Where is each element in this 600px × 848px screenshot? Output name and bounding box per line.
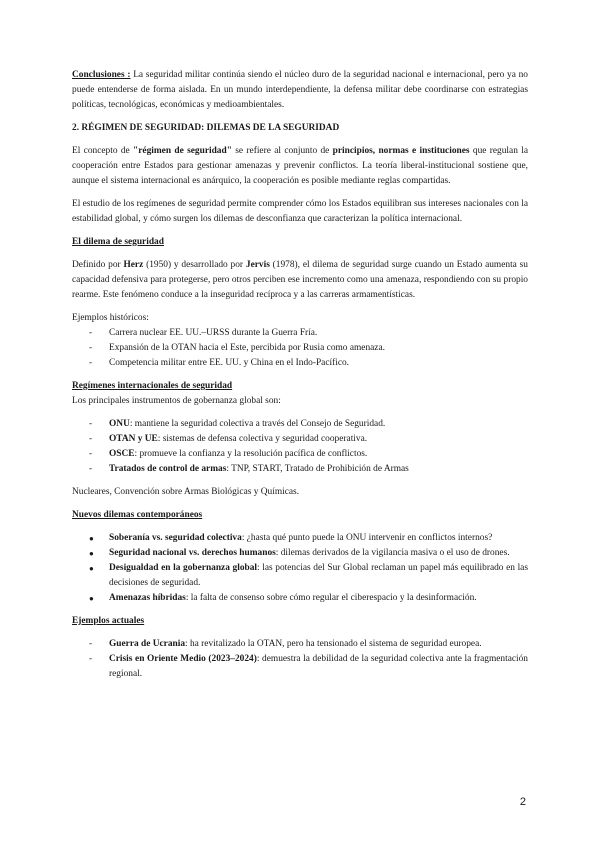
- nuevos-heading: Nuevos dilemas contemporáneos: [72, 510, 203, 520]
- list-item-text: : la falta de consenso sobre cómo regular el ciberespacio y la desinformación.: [185, 593, 477, 603]
- list-item-text: : mantiene la seguridad colectiva a través del Consejo de Seguridad.: [129, 419, 386, 429]
- dilema-paragraph: [72, 258, 528, 303]
- author-jervis: Jervis: [245, 260, 270, 270]
- conclusiones-paragraph: [72, 68, 528, 113]
- dash-marker: -: [89, 328, 93, 338]
- intro-text-e: que regulan la cooperación entre Estados para gestionar amenazas y prevenir conflictos. La teoría liberal-institucional sostiene que, aunque el sistema internacional es anárquico, la cooperación es posible mediante reglas compartidas.: [72, 146, 528, 186]
- bullet-marker: ●: [89, 549, 94, 558]
- conclusiones-text: La seguridad militar continúa siendo el núcleo duro de la seguridad nacional e internacional, pero ya no puede entenderse de forma aislada. En un mundo interdependiente, la defensa militar debe coordinarse con estrategias políticas, tecnológicas, económicas y medioambientales.: [72, 70, 528, 110]
- list-item: [72, 341, 528, 356]
- dilema-text-1: Definido por: [72, 260, 124, 270]
- list-item: [72, 462, 528, 477]
- list-item: [72, 546, 528, 561]
- list-item: [72, 637, 528, 652]
- list-item-term: OSCE: [109, 449, 135, 459]
- dash-marker: -: [89, 343, 93, 353]
- actuales-heading: Ejemplos actuales: [72, 616, 145, 626]
- regimenes-heading: Regímenes internacionales de seguridad: [72, 381, 233, 391]
- dash-marker: -: [89, 419, 93, 429]
- list-item: [72, 432, 528, 447]
- list-item-term: Seguridad nacional vs. derechos humanos: [109, 548, 276, 558]
- dash-marker: -: [89, 654, 93, 664]
- dash-marker: -: [89, 434, 93, 444]
- dilema-text-2: (1950) y desarrollado por: [143, 260, 246, 270]
- list-item: [72, 356, 528, 371]
- intro-term-regimen: "régimen de seguridad": [133, 146, 232, 156]
- list-item: [72, 447, 528, 462]
- dash-marker: -: [89, 449, 93, 459]
- list-item-term: OTAN y UE: [109, 434, 158, 444]
- list-item-text: Expansión de la OTAN hacia el Este, percibida por Rusia como amenaza.: [109, 343, 385, 353]
- list-item-term: Amenazas híbridas: [109, 593, 186, 603]
- intro-paragraph-2: El estudio de los regímenes de seguridad permite comprender cómo los Estados equilibran sus intereses nacionales con la estabilidad global, y cómo surgen los dilemas de desconfianza que caracterizan la política internacional.: [72, 199, 528, 224]
- list-item: [72, 326, 528, 341]
- list-item-term: Soberanía vs. seguridad colectiva: [109, 533, 242, 543]
- document-page: [72, 68, 528, 682]
- nuevos-list: [72, 531, 528, 606]
- list-item: [72, 591, 528, 606]
- list-item-term: Desigualdad en la gobernanza global: [109, 563, 258, 573]
- list-item-text: : dilemas derivados de la vigilancia masiva o el uso de drones.: [275, 548, 510, 558]
- page-number: 2: [519, 796, 526, 808]
- list-item-term: ONU: [109, 419, 130, 429]
- section-title: 2. RÉGIMEN DE SEGURIDAD: DILEMAS DE LA SEGURIDAD: [72, 123, 340, 133]
- intro-paragraph-1: [72, 144, 528, 189]
- list-item: [72, 417, 528, 432]
- list-item-text: Carrera nuclear EE. UU.–URSS durante la Guerra Fría.: [109, 328, 318, 338]
- bullet-marker: ●: [89, 564, 94, 573]
- list-item-text: : promueve la confianza y la resolución pacífica de conflictos.: [134, 449, 368, 459]
- examples-label: Ejemplos históricos:: [72, 313, 149, 323]
- examples-list: [72, 326, 528, 371]
- list-item-text: : demuestra la debilidad de la seguridad colectiva ante la fragmentación regional.: [109, 654, 528, 679]
- author-herz: Herz: [123, 260, 144, 270]
- list-item: [72, 561, 528, 591]
- list-item: [72, 531, 528, 546]
- list-item-term: Crisis en Oriente Medio (2023–2024): [109, 654, 257, 664]
- list-item-text: : ha revitalizado la OTAN, pero ha tensionado el sistema de seguridad europea.: [185, 639, 482, 649]
- regimenes-trailing: Nucleares, Convención sobre Armas Biológicas y Químicas.: [72, 487, 300, 497]
- bullet-marker: ●: [89, 534, 94, 543]
- list-item-text: : sistemas de defensa colectiva y seguridad cooperativa.: [157, 434, 368, 444]
- list-item-text: : ¿hasta qué punto puede la ONU intervenir en conflictos internos?: [241, 533, 493, 543]
- list-item-term: Tratados de control de armas: [109, 464, 227, 474]
- actuales-list: [72, 637, 528, 682]
- dash-marker: -: [89, 639, 93, 649]
- intro-term-principios: principios, normas e instituciones: [332, 146, 470, 156]
- regimenes-intro: Los principales instrumentos de gobernanza global son:: [72, 396, 281, 406]
- dilema-text-3: (1978), el dilema de seguridad surge cuando un Estado aumenta su capacidad defensiva para protegerse, pero otros perciben ese incremento como una amenaza, respondiendo con su propio rearme. Este fenómeno conduce a la inseguridad recíproca y a las carreras armamentísticas.: [72, 260, 528, 300]
- list-item-text: : las potencias del Sur Global reclaman un papel más equilibrado en las decisiones de seguridad.: [109, 563, 528, 588]
- intro-text-c: se refiere al conjunto de: [231, 146, 333, 156]
- list-item-term: Guerra de Ucrania: [109, 639, 186, 649]
- bullet-marker: ●: [89, 594, 94, 603]
- regimenes-list: [72, 417, 528, 477]
- dash-marker: -: [89, 358, 93, 368]
- list-item: [72, 652, 528, 682]
- list-item-text: Competencia militar entre EE. UU. y China en el Indo-Pacífico.: [109, 358, 350, 368]
- intro-text-a: El concepto de: [72, 146, 134, 156]
- dilema-heading: El dilema de seguridad: [72, 237, 164, 247]
- list-item-text: : TNP, START, Tratado de Prohibición de Armas: [226, 464, 409, 474]
- dash-marker: -: [89, 464, 93, 474]
- conclusiones-label: Conclusiones :: [72, 70, 131, 80]
